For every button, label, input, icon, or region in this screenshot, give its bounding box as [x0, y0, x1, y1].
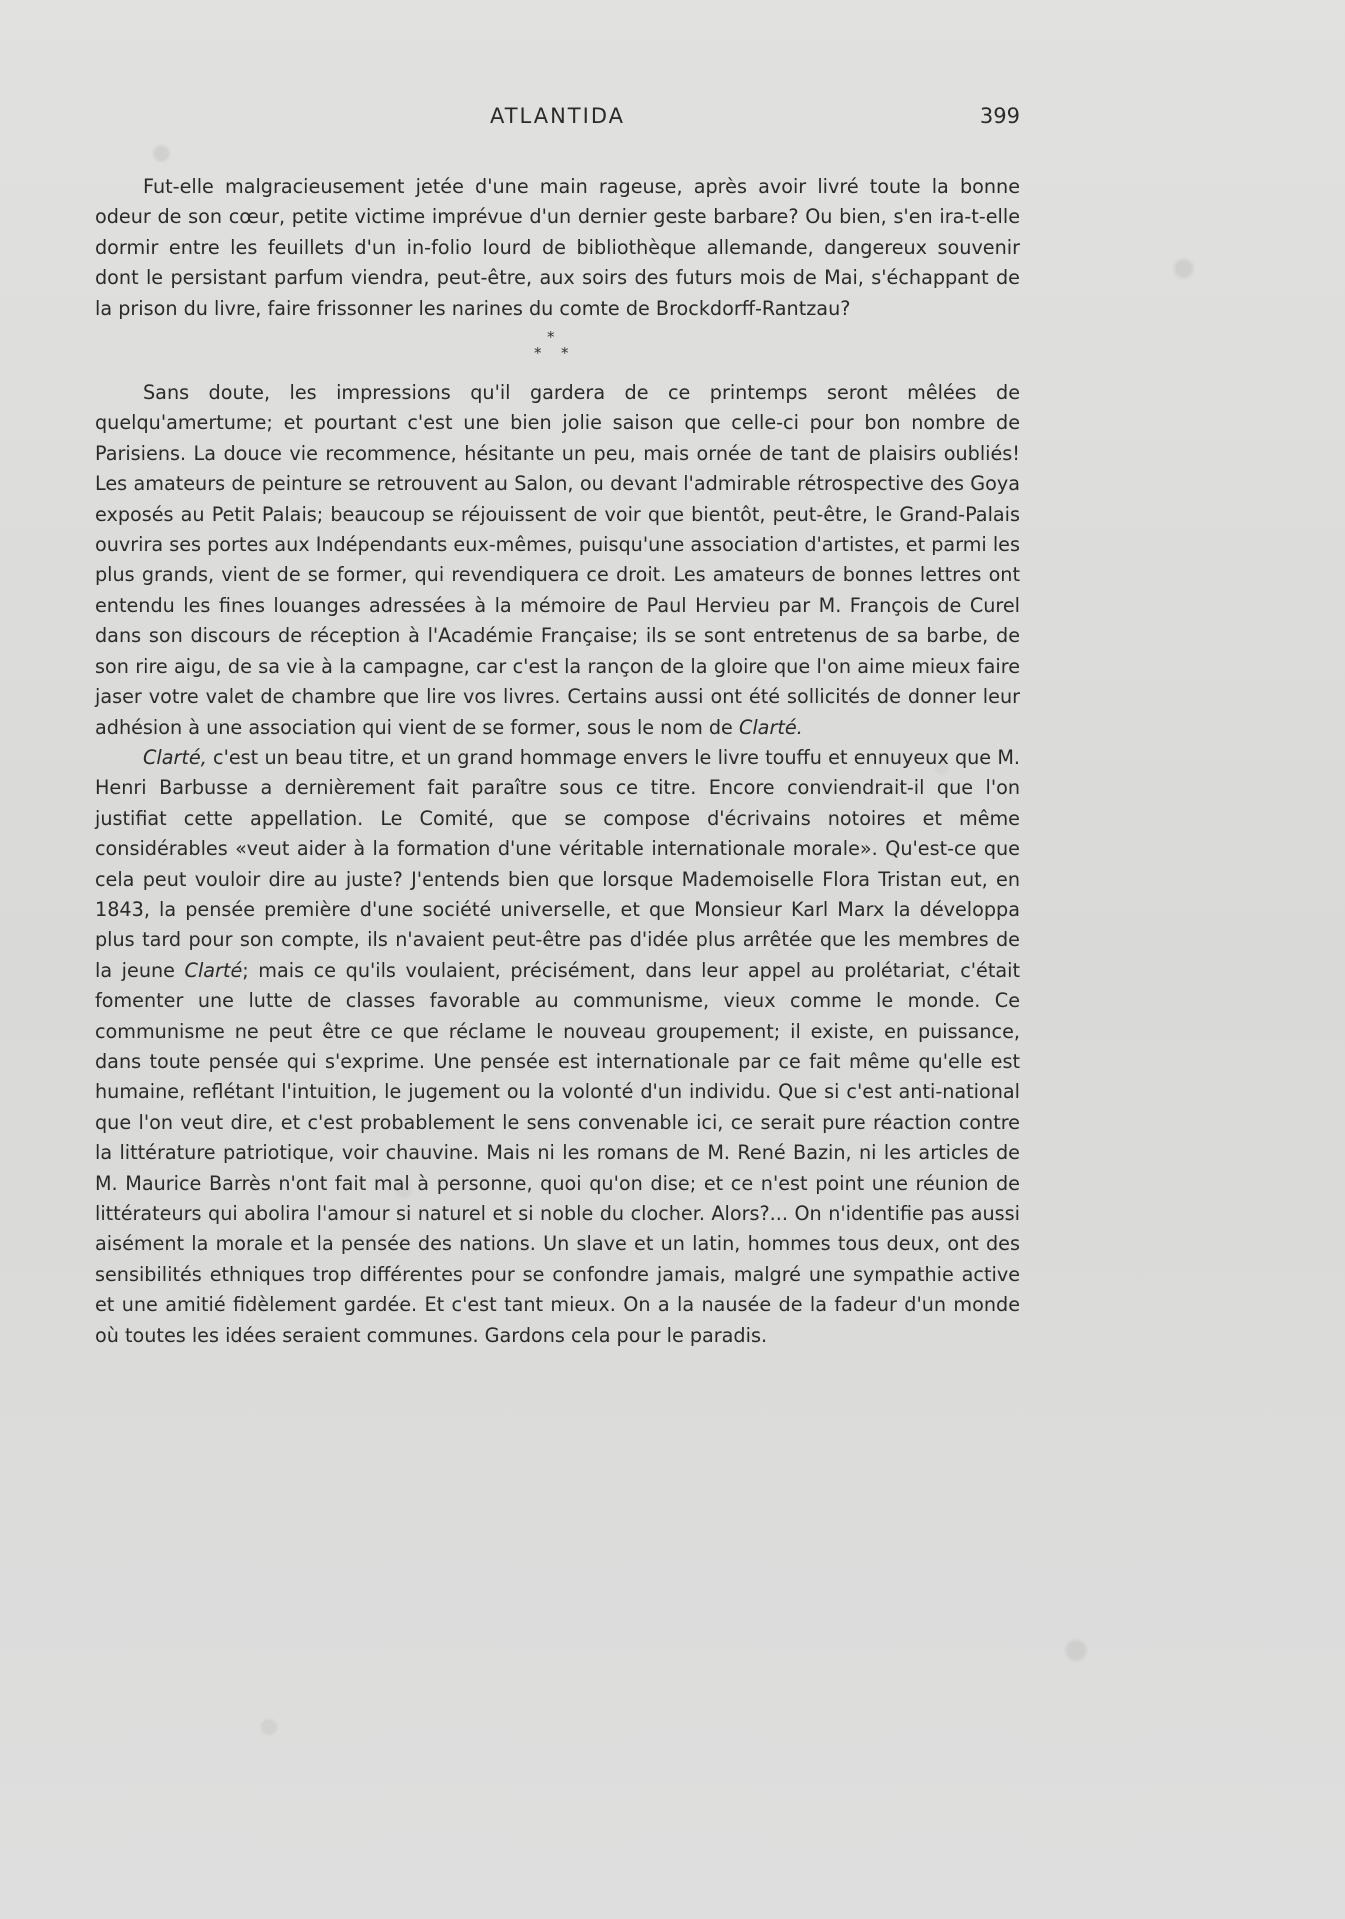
paragraph-3-text-b: ; mais ce qu'ils voulaient, précisément, dans leur appel au prolétariat, c'était fomenter une lutte de classes favorable au communisme, vieux comme le monde. Ce communisme ne peut être ce que réclame le nouveau groupement; il existe, en puissance, dans toute pensée qui s'exprime. Une pensée est internationale par ce fait même qu'elle est humaine, reflétant l'intuition, le jugement ou la volonté d'un individu. Que si c'est anti-national que l'on veut dire, et c'est probablement le sens convenable ici, ce serait pure réaction contre la littérature patriotique, voir chauvine. Mais ni les romans de M. René Bazin, ni les articles de M. Maurice Barrès n'ont fait mal à personne, quoi qu'on dise; et ce n'est point une réunion de littérateurs qui abolira l'amour si naturel et si noble du clocher. Alors?... On n'identifie pas aussi aisément la morale et la pensée des nations. Un slave et un latin, hommes tous deux, ont des sensibilités ethniques trop différentes pour se confondre jamais, malgré une sympathie active et une amitié fidèlement gardée. Et c'est tant mieux. On a la nausée de la fadeur d'un monde où toutes les idées seraient communes. Gardons cela pour le paradis.	[95, 958, 1020, 1347]
page-number: 399	[979, 104, 1020, 128]
paragraph-1	[95, 172, 1020, 324]
text-block	[95, 172, 1020, 1351]
paragraph-3-title-ref-2: Clarté	[184, 958, 243, 982]
section-separator	[95, 324, 1020, 378]
paragraph-2-title-ref: Clarté.	[738, 715, 803, 739]
paragraph-3-title-ref: Clarté,	[143, 745, 207, 769]
running-head	[95, 104, 1020, 140]
paragraph-3	[95, 743, 1020, 1351]
paragraph-1-text: Fut-elle malgracieusement jetée d'une main rageuse, après avoir livré toute la bonne odeur de son cœur, petite victime imprévue d'un dernier geste barbare? Ou bien, s'en ira-t-elle dormir entre les feuillets d'un in-folio lourd de bibliothèque allemande, dangereux souvenir dont le persistant parfum viendra, peut-être, aux soirs des futurs mois de Mai, s'échappant de la prison du livre, faire frissonner les narines du comte de Brockdorff-Rantzau?	[95, 175, 1020, 320]
paragraph-3-text-a: c'est un beau titre, et un grand hommage envers le livre touffu et ennuyeux que M. Henri Barbusse a dernièrement fait paraître sous ce titre. Encore conviendrait-il que l'on justifiat cette appellation. Le Comité, que se compose d'écrivains notoires et même considérables «veut aider à la formation d'une véritable internationale morale». Qu'est-ce que cela peut vouloir dire au juste? J'entends bien que lorsque Mademoiselle Flora Tristan eut, en 1843, la pensée première d'une société universelle, et que Monsieur Karl Marx la développa plus tard pour son compte, ils n'avaient peut-être pas d'idée plus arrêtée que les membres de la jeune	[95, 745, 1020, 982]
paragraph-2-text: Sans doute, les impressions qu'il gardera de ce printemps seront mêlées de quelqu'amertume; et pourtant c'est une bien jolie saison que celle-ci pour bon nombre de Parisiens. La douce vie recommence, hésitante un peu, mais ornée de tant de plaisirs oubliés! Les amateurs de peinture se retrouvent au Salon, ou devant l'admirable rétrospective des Goya exposés au Petit Palais; beaucoup se réjouissent de voir que bientôt, peut-être, le Grand-Palais ouvrira ses portes aux Indépendants eux-mêmes, puisqu'une association d'artistes, et parmi les plus grands, vient de se former, qui revendiquera ce droit. Les amateurs de bonnes lettres ont entendu les fines louanges adressées à la mémoire de Paul Hervieu par M. François de Curel dans son discours de réception à l'Académie Française; ils se sont entretenus de sa barbe, de son rire aigu, de sa vie à la campagne, car c'est la rançon de la gloire que l'on aime mieux faire jaser votre valet de chambre que lire vos livres. Certains aussi ont été sollicités de donner leur adhésion à une association qui vient de se former, sous le nom de	[95, 381, 1020, 739]
running-title: ATLANTIDA	[489, 104, 625, 128]
asterism-star-right: *	[561, 344, 569, 363]
asterism-star-left: *	[534, 344, 542, 363]
paragraph-2	[95, 378, 1020, 743]
asterism-star-top: *	[547, 328, 555, 347]
